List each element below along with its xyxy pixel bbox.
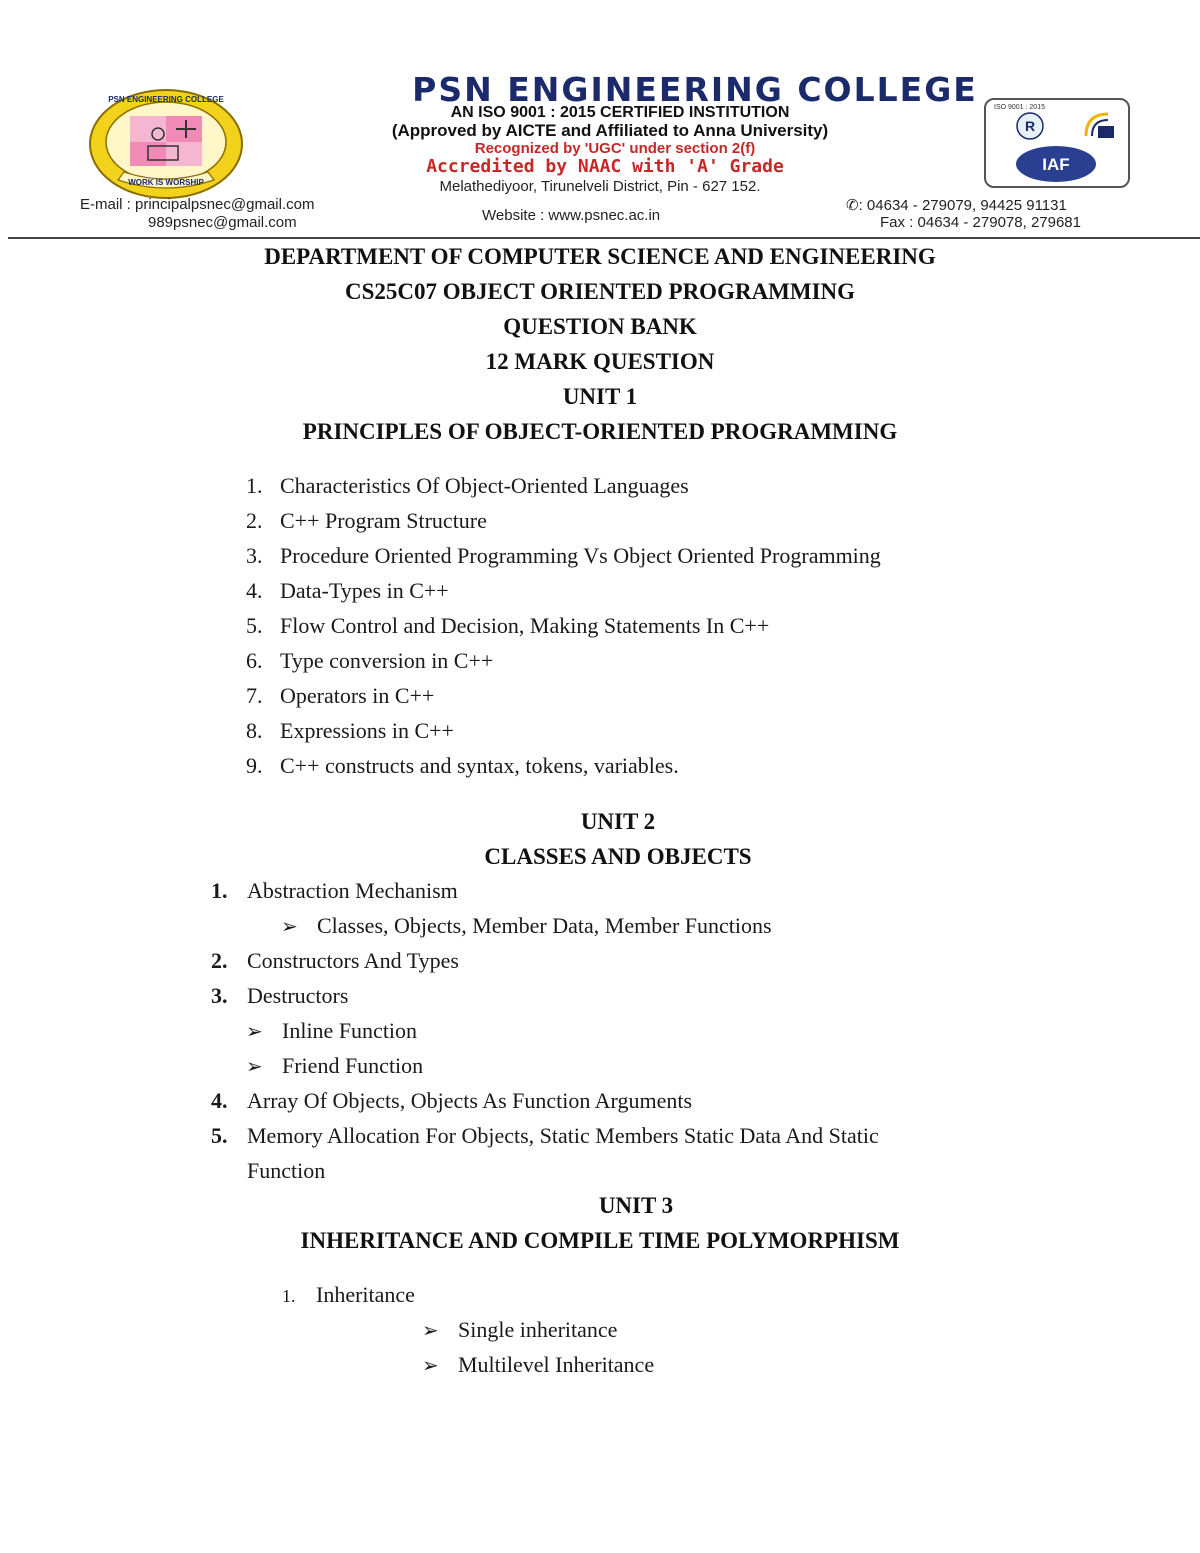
naac-accreditation: Accredited by NAAC with 'A' Grade bbox=[426, 156, 784, 177]
unit-3-label: UNIT 3 bbox=[598, 1193, 674, 1218]
list-item: 7. Operators in C++ bbox=[246, 683, 435, 708]
doc-type-title: QUESTION BANK bbox=[503, 314, 697, 339]
list-item: 8. Expressions in C++ bbox=[246, 718, 454, 743]
ukas-icon bbox=[1086, 114, 1114, 138]
email-primary[interactable]: E-mail : principalpsnec@gmail.com bbox=[80, 196, 315, 213]
logo-banner-text: WORK IS WORSHIP bbox=[128, 178, 204, 187]
list-item: 5. Flow Control and Decision, Making Statements In C++ bbox=[246, 613, 770, 638]
iso-certification: AN ISO 9001 : 2015 CERTIFIED INSTITUTION bbox=[450, 104, 790, 121]
svg-text:R: R bbox=[1024, 118, 1036, 134]
arrow-bullet-icon: ➢ bbox=[422, 1318, 439, 1342]
phone-numbers bbox=[846, 196, 1067, 214]
certification-badges bbox=[984, 98, 1130, 188]
sub-list-item: ➢ Multilevel Inheritance bbox=[422, 1352, 655, 1377]
list-item: 3. Destructors bbox=[211, 983, 349, 1008]
list-item: 4. Array Of Objects, Objects As Function Arguments bbox=[211, 1088, 693, 1113]
list-item: 2. C++ Program Structure bbox=[246, 508, 487, 533]
list-item: 1. Abstraction Mechanism bbox=[211, 878, 458, 903]
cert-badge-top-text: ISO 9001 : 2015 bbox=[994, 104, 1045, 111]
list-item: 2. Constructors And Types bbox=[211, 948, 459, 973]
course-title: CS25C07 OBJECT ORIENTED PROGRAMMING bbox=[344, 279, 856, 304]
sub-list-item: ➢ Single inheritance bbox=[422, 1317, 618, 1342]
approval-line: (Approved by AICTE and Affiliated to Anna University) bbox=[391, 121, 829, 140]
sub-list-item: ➢ Inline Function bbox=[246, 1018, 418, 1043]
list-item: 3. Procedure Oriented Programming Vs Object Oriented Programming bbox=[246, 543, 881, 568]
list-item: 9. C++ constructs and syntax, tokens, variables. bbox=[246, 753, 679, 778]
list-item: 1. Characteristics Of Object-Oriented Languages bbox=[246, 473, 689, 498]
logo-arc-text: PSN ENGINEERING COLLEGE bbox=[108, 95, 224, 104]
website-link[interactable]: Website : www.psnec.ac.in bbox=[482, 207, 661, 224]
phone-icon: ✆ bbox=[846, 197, 859, 214]
arrow-bullet-icon: ➢ bbox=[246, 1019, 263, 1043]
sub-list-item: ➢ Friend Function bbox=[246, 1053, 424, 1078]
marks-title: 12 MARK QUESTION bbox=[485, 349, 715, 374]
unit-2-label: UNIT 2 bbox=[580, 809, 656, 834]
email-secondary[interactable]: 989psnec@gmail.com bbox=[148, 214, 297, 231]
ugc-recognition: Recognized by 'UGC' under section 2(f) bbox=[474, 140, 756, 157]
college-address: Melathediyoor, Tirunelveli District, Pin - 627 152. bbox=[439, 178, 761, 195]
irqs-icon bbox=[1017, 113, 1043, 139]
header-divider bbox=[8, 237, 1200, 239]
arrow-bullet-icon: ➢ bbox=[422, 1353, 439, 1377]
fax-numbers: Fax : 04634 - 279078, 279681 bbox=[880, 214, 1081, 231]
unit-3-title: INHERITANCE AND COMPILE TIME POLYMORPHISM bbox=[300, 1228, 900, 1253]
svg-text:IAF: IAF bbox=[1042, 155, 1070, 174]
arrow-bullet-icon: ➢ bbox=[246, 1054, 263, 1078]
sub-list-item: ➢ Classes, Objects, Member Data, Member Functions bbox=[281, 913, 772, 938]
unit-1-label: UNIT 1 bbox=[562, 384, 638, 409]
list-item-continuation: Function bbox=[247, 1158, 326, 1183]
department-title: DEPARTMENT OF COMPUTER SCIENCE AND ENGINEERING bbox=[264, 244, 936, 269]
unit-2-title: CLASSES AND OBJECTS bbox=[484, 844, 752, 869]
iaf-icon bbox=[1016, 146, 1096, 182]
list-item: 6. Type conversion in C++ bbox=[246, 648, 494, 673]
list-item: 5. Memory Allocation For Objects, Static Members Static Data And Static bbox=[211, 1123, 879, 1148]
arrow-bullet-icon: ➢ bbox=[281, 914, 298, 938]
unit-1-title: PRINCIPLES OF OBJECT-ORIENTED PROGRAMMING bbox=[302, 419, 898, 444]
phone-text: : 04634 - 279079, 94425 91131 bbox=[858, 197, 1067, 214]
list-item: 1. Inheritance bbox=[282, 1282, 415, 1307]
college-name: PSN ENGINEERING COLLEGE bbox=[412, 70, 978, 109]
list-item: 4. Data-Types in C++ bbox=[246, 578, 449, 603]
